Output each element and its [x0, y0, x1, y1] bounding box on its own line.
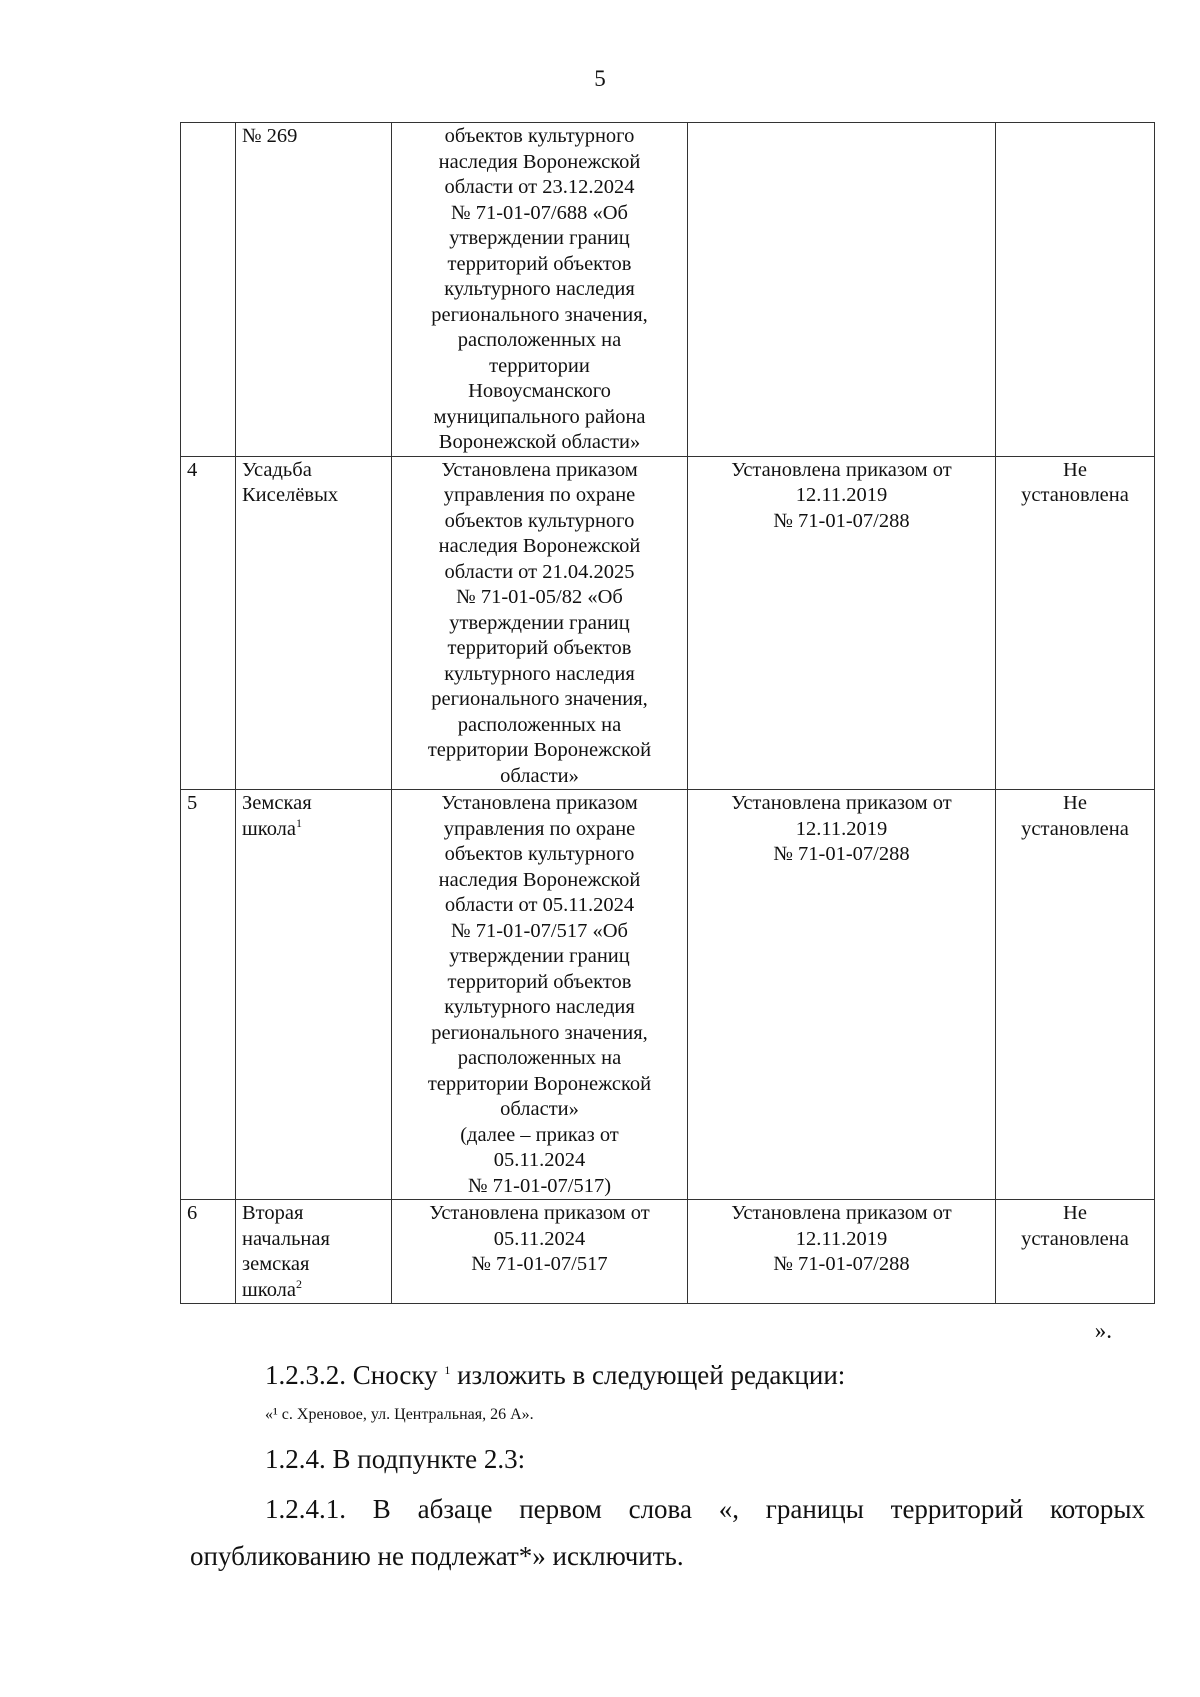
cell-line: культурного наследия [444, 996, 635, 1018]
paragraph-1-2-3-2 [265, 1356, 845, 1394]
cell-line: расположенных на [457, 329, 622, 351]
cell-line: области» [500, 764, 579, 787]
row-number-text: 5 [187, 792, 198, 814]
cell-line: культурного наследия [444, 662, 635, 685]
cell-line: 05.11.2024 [493, 1227, 586, 1250]
cell-line: управления по охране [443, 817, 636, 840]
protection-zone [688, 123, 996, 457]
cell-line: регионального значения, [431, 1021, 648, 1044]
cell-line [242, 124, 385, 150]
cell-line: установлена [1021, 817, 1129, 840]
cell-line [242, 817, 385, 843]
cell-line: культурного наследия [444, 278, 635, 300]
cell-line: территорий объектов [447, 970, 632, 993]
cell-line: расположенных на [457, 1047, 622, 1069]
cell-line: объектов культурного [444, 509, 635, 532]
table-row [181, 1200, 1155, 1304]
cell-line: № 71-01-07/517 «Об [451, 919, 628, 942]
cell-line: управления по охране [443, 484, 636, 506]
territory-boundaries [392, 456, 688, 790]
protection-zone [688, 1200, 996, 1304]
cell-line: территории Воронежской [427, 739, 652, 761]
cell-line: № 71-01-07/288 [773, 509, 910, 532]
paragraph-line: опубликованию не подлежат*» исключить. [190, 1541, 684, 1571]
cell-line: № 71-01-07/288 [773, 1253, 910, 1275]
footnote-marker: 2 [296, 1276, 303, 1291]
cell-line: утверждении границ [449, 945, 630, 967]
cell-line: территории Воронежской [427, 1072, 652, 1095]
cell-line: Установлена приказом [441, 458, 638, 481]
cell-line: области» [500, 1098, 579, 1120]
protection-zone [688, 456, 996, 790]
paragraph-text: изложить в следующей редакции: [450, 1360, 846, 1390]
cell-line: наследия Воронежской [438, 535, 641, 557]
cell-line [242, 1278, 385, 1304]
cell-line: № 71-01-07/517 [471, 1253, 608, 1275]
row-number [181, 1200, 236, 1304]
cell-line: территорий объектов [447, 252, 632, 275]
name-text: земская [242, 1253, 310, 1275]
cell-line [242, 483, 385, 509]
cell-line: территорий объектов [447, 637, 632, 659]
row-number [181, 123, 236, 457]
cell-line: Установлена приказом от [731, 792, 952, 814]
cell-line: 05.11.2024 [493, 1149, 586, 1171]
cell-line [242, 1201, 385, 1227]
object-name [236, 456, 392, 790]
paragraph-line: 1.2.4.1. В абзаце первом слова «, границы территорий которых [265, 1494, 1145, 1524]
cell-line [242, 791, 385, 817]
cell-line [242, 458, 385, 484]
cell-line: утверждении границ [449, 611, 630, 634]
cell-line: № 71-01-05/82 «Об [456, 586, 623, 608]
cell-line: № 71-01-07/288 [773, 843, 910, 865]
cell-line: установлена [1021, 1227, 1129, 1250]
cell-line: (далее – приказ от [460, 1123, 619, 1146]
cell-line: Установлена приказом от [731, 1202, 952, 1224]
cell-line: области от 05.11.2024 [444, 894, 635, 916]
cell-line: области от 21.04.2025 [444, 560, 635, 583]
cell-line: установлена [1021, 484, 1129, 506]
closing-quote: ». [1094, 1318, 1112, 1343]
cell-line: муниципального района [433, 405, 646, 428]
territory-boundaries [392, 1200, 688, 1304]
cell-line: Установлена приказом от [731, 458, 952, 481]
zone-boundaries [996, 1200, 1155, 1304]
cell-line: территории [489, 354, 590, 377]
territory-boundaries [392, 790, 688, 1200]
cell-line: Не [1063, 1202, 1087, 1224]
cell-line: утверждении границ [449, 227, 630, 249]
footnote-marker: 1 [296, 815, 303, 830]
cell-line: Не [1063, 458, 1087, 481]
page-number: 5 [594, 66, 606, 91]
footnote-marker: 1 [444, 1363, 451, 1377]
name-text: Усадьба [242, 458, 312, 481]
cell-line: Установлена приказом [441, 792, 638, 814]
paragraph-1-2-4: 1.2.4. В подпункте 2.3: [265, 1444, 526, 1474]
table-row [181, 456, 1155, 790]
object-name [236, 790, 392, 1200]
territory-boundaries [392, 123, 688, 457]
cell-line: объектов культурного [444, 125, 635, 147]
cell-line: Не [1063, 792, 1087, 814]
zone-boundaries [996, 123, 1155, 457]
name-text: № 269 [242, 125, 298, 147]
zone-boundaries [996, 456, 1155, 790]
cell-line: № 71-01-07/688 «Об [451, 201, 628, 224]
cell-line: регионального значения, [431, 688, 648, 710]
cell-line: 12.11.2019 [795, 484, 888, 506]
zone-boundaries [996, 790, 1155, 1200]
cell-line: 12.11.2019 [795, 817, 888, 840]
cell-line: объектов культурного [444, 843, 635, 865]
cell-line: наследия Воронежской [438, 868, 641, 891]
name-text: Вторая [242, 1202, 304, 1224]
cell-line: регионального значения, [431, 303, 648, 326]
object-name [236, 1200, 392, 1304]
cell-line: Установлена приказом от [429, 1202, 650, 1224]
cell-line: наследия Воронежской [438, 150, 641, 173]
protection-zone [688, 790, 996, 1200]
footnote-text: «¹ с. Хреновое, ул. Центральная, 26 А». [265, 1406, 534, 1423]
cell-line: 12.11.2019 [795, 1227, 888, 1250]
cell-line: Воронежской области» [438, 431, 641, 453]
row-number-text: 4 [187, 458, 198, 481]
name-text: Земская [242, 792, 312, 814]
cell-line: расположенных на [457, 713, 622, 736]
paragraph-1-2-4-1 [190, 1486, 1145, 1580]
objects-table [180, 122, 1155, 1304]
table-row [181, 790, 1155, 1200]
name-text: Киселёвых [242, 484, 339, 506]
paragraph-text: 1.2.3.2. Сноску [265, 1360, 445, 1390]
cell-line: № 71-01-07/517) [467, 1174, 612, 1197]
name-text: школа [242, 817, 297, 840]
row-number-text: 6 [187, 1202, 198, 1224]
table-row [181, 123, 1155, 457]
cell-line: Новоусманского [468, 380, 611, 402]
cell-line [242, 1252, 385, 1278]
name-text: школа [242, 1278, 297, 1301]
name-text: начальная [242, 1227, 330, 1250]
row-number [181, 456, 236, 790]
cell-line: области от 23.12.2024 [444, 176, 635, 198]
object-name [236, 123, 392, 457]
row-number [181, 790, 236, 1200]
cell-line [242, 1227, 385, 1253]
